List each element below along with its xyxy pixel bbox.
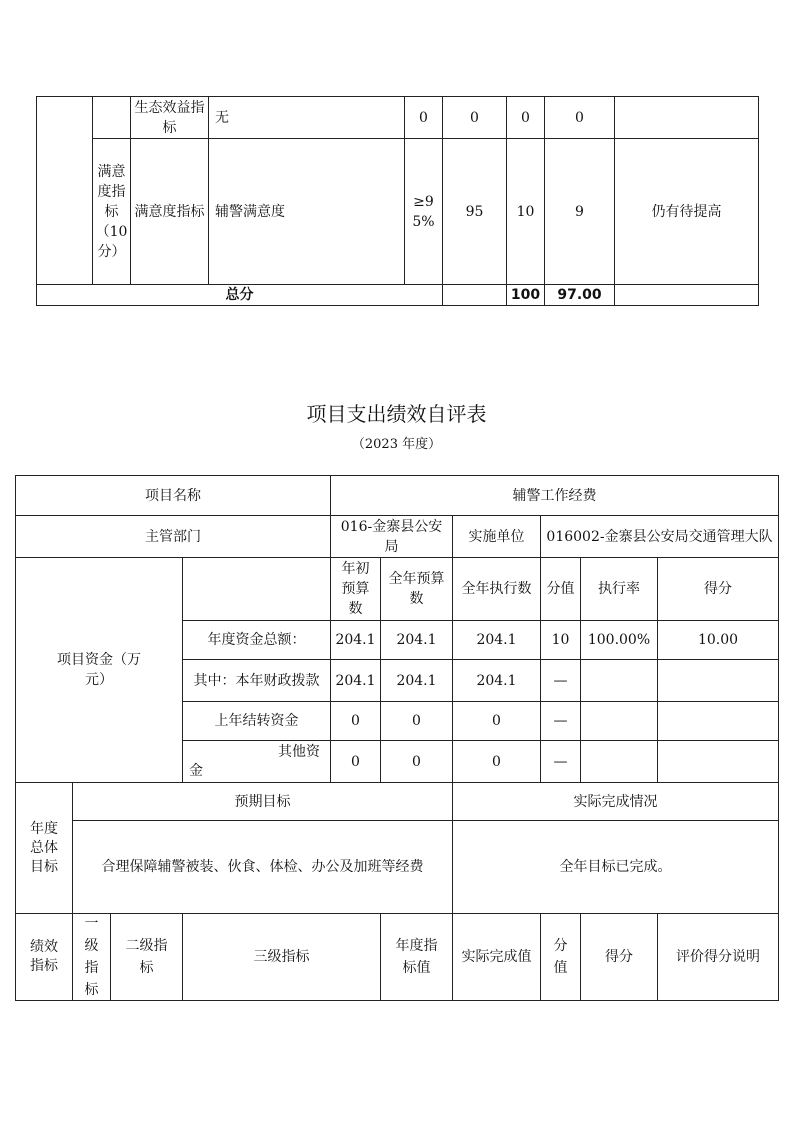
level3-satisfaction: 满意度指标	[131, 139, 209, 285]
top-indicator-table	[36, 96, 759, 306]
fund-row-label: 上年结转资金	[182, 701, 331, 741]
actual-value: 0	[443, 97, 507, 139]
perf-level2: 二级指标	[110, 913, 183, 1001]
perf-weight: 分值	[540, 913, 581, 1001]
dept-label: 主管部门	[15, 515, 331, 558]
fund-rate: 100.00%	[580, 620, 658, 660]
fund-weight: —	[540, 659, 581, 702]
fund-score	[657, 659, 779, 702]
fund-initial: 204.1	[330, 659, 381, 702]
fund-annual: 204.1	[380, 659, 453, 702]
total-note	[615, 285, 759, 306]
fund-initial: 0	[330, 740, 381, 783]
weight-value: 10	[507, 139, 545, 285]
perf-score: 得分	[580, 913, 658, 1001]
fund-rate	[580, 740, 658, 783]
perf-note: 评价得分说明	[657, 913, 779, 1001]
dept-value: 016-金寨县公安局	[330, 515, 453, 558]
level2-satisfaction: 满意度指标（10分）	[93, 139, 131, 285]
target-value: ≥95%	[405, 139, 443, 285]
fund-weight: —	[540, 701, 581, 741]
fund-score	[657, 740, 779, 783]
note-value	[615, 97, 759, 139]
fund-annual: 0	[380, 701, 453, 741]
fund-row-label: 其中：本年财政拨款	[182, 659, 331, 702]
fund-weight: 10	[540, 620, 581, 660]
weight-value: 0	[507, 97, 545, 139]
actual-value: 95	[443, 139, 507, 285]
score-value: 9	[545, 139, 615, 285]
other-fund-label-a: 其他资	[278, 744, 320, 760]
impl-label: 实施单位	[452, 515, 541, 558]
expected-label: 预期目标	[72, 782, 453, 821]
note-value: 仍有待提高	[615, 139, 759, 285]
header-weight: 分值	[540, 557, 581, 621]
fund-executed: 0	[452, 740, 541, 783]
fund-weight: —	[540, 740, 581, 783]
header-rate: 执行率	[580, 557, 658, 621]
fund-rate	[580, 659, 658, 702]
expected-goal: 合理保障辅警被装、伙食、体检、办公及加班等经费	[72, 820, 453, 914]
level2-cell-empty	[93, 97, 131, 139]
fund-row-label: 年度资金总额：	[182, 620, 331, 660]
fund-executed: 204.1	[452, 659, 541, 702]
page-subtitle: （2023 年度）	[351, 437, 442, 452]
project-name: 辅警工作经费	[330, 475, 779, 516]
perf-target: 年度指标值	[380, 913, 453, 1001]
header-annual: 全年预算数	[380, 557, 453, 621]
goal-label: 年度总体目标	[15, 782, 73, 914]
fund-label: 项目资金（万元）	[15, 557, 183, 783]
fund-initial: 204.1	[330, 620, 381, 660]
actual-label: 实际完成情况	[452, 782, 779, 821]
perf-actual: 实际完成值	[452, 913, 541, 1001]
indicator-text: 辅警满意度	[209, 139, 405, 285]
total-weight: 100	[507, 285, 545, 306]
fund-rate	[580, 701, 658, 741]
header-executed: 全年执行数	[452, 557, 541, 621]
fund-row-label	[182, 740, 331, 783]
fund-annual: 0	[380, 740, 453, 783]
indicator-text: 无	[209, 97, 405, 139]
actual-goal: 全年目标已完成。	[452, 820, 779, 914]
score-value: 0	[545, 97, 615, 139]
perf-level1: 一级指标	[72, 913, 111, 1001]
project-name-label: 项目名称	[15, 475, 331, 516]
fund-score	[657, 701, 779, 741]
fund-executed: 0	[452, 701, 541, 741]
fund-header-blank	[182, 557, 331, 621]
level1-cell	[37, 97, 93, 285]
level3-indicator: 生态效益指标	[131, 97, 209, 139]
target-value: 0	[405, 97, 443, 139]
impl-value: 016002-金寨县公安局交通管理大队	[540, 515, 779, 558]
perf-label: 绩效指标	[15, 913, 73, 1001]
header-initial: 年初预算数	[330, 557, 381, 621]
page-title: 项目支出绩效自评表	[306, 402, 487, 426]
fund-score: 10.00	[657, 620, 779, 660]
fund-executed: 204.1	[452, 620, 541, 660]
other-fund-label-b: 金	[189, 763, 203, 779]
total-label: 总分	[37, 285, 443, 306]
header-score: 得分	[657, 557, 779, 621]
fund-initial: 0	[330, 701, 381, 741]
perf-level3: 三级指标	[182, 913, 381, 1001]
total-empty	[443, 285, 507, 306]
total-score: 97.00	[545, 285, 615, 306]
fund-annual: 204.1	[380, 620, 453, 660]
